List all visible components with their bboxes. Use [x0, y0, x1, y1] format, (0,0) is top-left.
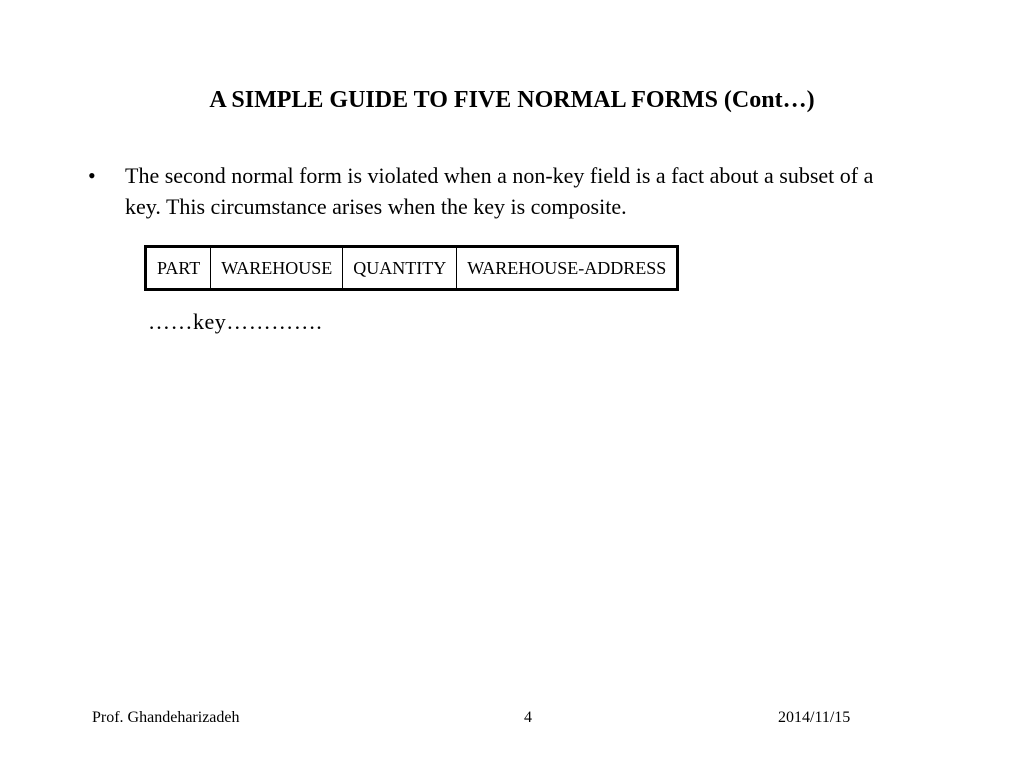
column-warehouse: WAREHOUSE — [211, 247, 343, 290]
bullet-text: The second normal form is violated when a non-key field is a fact about a subset of a key. This circumstance arises when the key is composite. — [125, 163, 874, 219]
column-warehouse-address: WAREHOUSE-ADDRESS — [457, 247, 678, 290]
bullet-dot-icon: • — [88, 163, 96, 188]
key-annotation: ……key…………. — [148, 309, 323, 334]
column-quantity: QUANTITY — [343, 247, 457, 290]
footer-author: Prof. Ghandeharizadeh — [92, 709, 240, 726]
relation-schema-table — [144, 245, 679, 291]
footer-page-number: 4 — [524, 709, 532, 726]
column-part: PART — [146, 247, 211, 290]
table-header-row — [146, 247, 678, 290]
footer-date: 2014/11/15 — [778, 709, 851, 726]
slide-title: A SIMPLE GUIDE TO FIVE NORMAL FORMS (Cont…) — [209, 87, 815, 113]
